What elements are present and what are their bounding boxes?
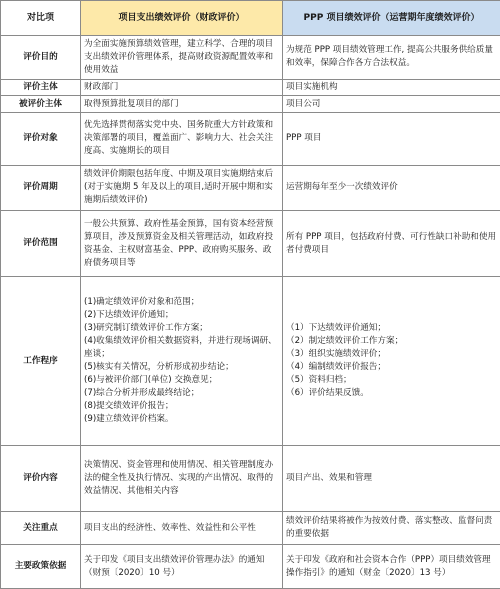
row-purpose: [1, 36, 500, 79]
procedure-step: (5)核实有关情况，分析形成初步结论；: [84, 362, 234, 373]
project-cell: 优先选择贯彻落实党中央、国务院重大方针政策和决策部署的项目，覆盖面广、影响力大、社会关注度高、实施期长的项目: [81, 112, 283, 165]
ppp-cell: PPP 项目: [283, 112, 500, 165]
row-label: 评价主体: [1, 79, 81, 96]
row-label: 工作程序: [1, 277, 81, 446]
procedure-step: （1）下达绩效评价通知；: [286, 323, 386, 334]
ppp-cell: 项目实施机构: [283, 79, 500, 96]
ppp-cell: 项目产出、效果和管理: [283, 446, 500, 512]
row-focus: [1, 512, 500, 545]
procedure-step: (6)与被评价部门(单位) 交换意见；: [84, 375, 218, 386]
header-row: [1, 1, 500, 36]
project-cell: 决策情况、资金管理和使用情况、相关管理制度办法的健全性及执行情况、实现的产出情况、取得的效益情况、其他相关内容: [81, 446, 283, 512]
procedure-step: (7)综合分析并形成最终结论；: [84, 388, 200, 399]
row-scope: [1, 211, 500, 277]
ppp-cell: 所有 PPP 项目，包括政府付费、可行性缺口补助和使用者付费项目: [283, 211, 500, 277]
row-label: 评价内容: [1, 446, 81, 512]
procedure-step: (1)确定绩效评价对象和范围；: [84, 297, 200, 308]
procedure-step: (9)建立绩效评价档案。: [84, 414, 174, 425]
row-procedure: [1, 277, 500, 446]
row-label: 主要政策依据: [1, 545, 81, 589]
procedure-step: （4）编制绩效评价报告；: [286, 362, 386, 373]
ppp-cell: 项目公司: [283, 96, 500, 113]
project-cell: 项目支出的经济性、效率性、效益性和公平性: [81, 512, 283, 545]
project-cell: 为全面实施预算绩效管理，建立科学、合理的项目支出绩效评价管理体系，提高财政资源配置效率和使用效益: [81, 36, 283, 79]
row-content: [1, 446, 500, 512]
procedure-step: （6）评价结果反馈。: [286, 388, 369, 399]
procedure-step: （5）资料归档；: [286, 375, 352, 386]
row-label: 被评价主体: [1, 96, 81, 113]
row-label: 评价对象: [1, 112, 81, 165]
procedure-step: （2）制定绩效评价工作方案；: [286, 336, 404, 347]
project-cell: 一般公共预算、政府性基金预算，国有资本经营预算项目，涉及预算资金及相关管理活动，如政府投资基金、主权财富基金、PPP、政府购买服务、政府债务项目等: [81, 211, 283, 277]
row-cycle: [1, 165, 500, 211]
procedure-step: （3）组织实施绩效评价；: [286, 349, 386, 360]
ppp-cell: 运营期每年至少一次绩效评价: [283, 165, 500, 211]
row-label: 关注重点: [1, 512, 81, 545]
procedure-step: (2)下达绩效评价通知；: [84, 310, 174, 321]
row-label: 评价目的: [1, 36, 81, 79]
procedure-step: (8)提交绩效评价报告；: [84, 401, 174, 412]
row-label: 评价周期: [1, 165, 81, 211]
project-procedure-cell: [81, 277, 283, 446]
ppp-procedure-cell: [283, 277, 500, 446]
ppp-cell: 为规范 PPP 项目绩效管理工作, 提高公共服务供给质量和效率，保障合作各方合法权益。: [283, 36, 500, 79]
project-cell: 关于印发《项目支出绩效评价管理办法》的通知（财预〔2020〕10 号）: [81, 545, 283, 589]
procedure-step: (4)收集绩效评价相关数据资料，并进行现场调研、座谈；: [84, 336, 277, 360]
header-ppp-evaluation: PPP 项目绩效评价（运营期年度绩效评价）: [283, 1, 500, 36]
ppp-cell: 关于印发《政府和社会资本合作（PPP）项目绩效管理操作指引》的通知（财金〔2020〕13 号）: [283, 545, 500, 589]
ppp-cell: 绩效评价结果将被作为按效付费、落实整改、监督问责的重要依据: [283, 512, 500, 545]
row-evaluated-subject: [1, 96, 500, 113]
header-topic: 对比项: [1, 1, 81, 36]
row-label: 评价范围: [1, 211, 81, 277]
procedure-step: (3)研究制订绩效评价工作方案；: [84, 323, 208, 334]
row-subject: [1, 79, 500, 96]
row-object: [1, 112, 500, 165]
project-cell: 财政部门: [81, 79, 283, 96]
project-cell: 取得预算批复项目的部门: [81, 96, 283, 113]
header-project-evaluation: 项目支出绩效评价（财政评价）: [81, 1, 283, 36]
row-policy-basis: [1, 545, 500, 589]
project-cell: 绩效评价期限包括年度、中期及项目实施期结束后(对于实施期 5 年及以上的项目,适时开展中期和实施期后绩效评价): [81, 165, 283, 211]
